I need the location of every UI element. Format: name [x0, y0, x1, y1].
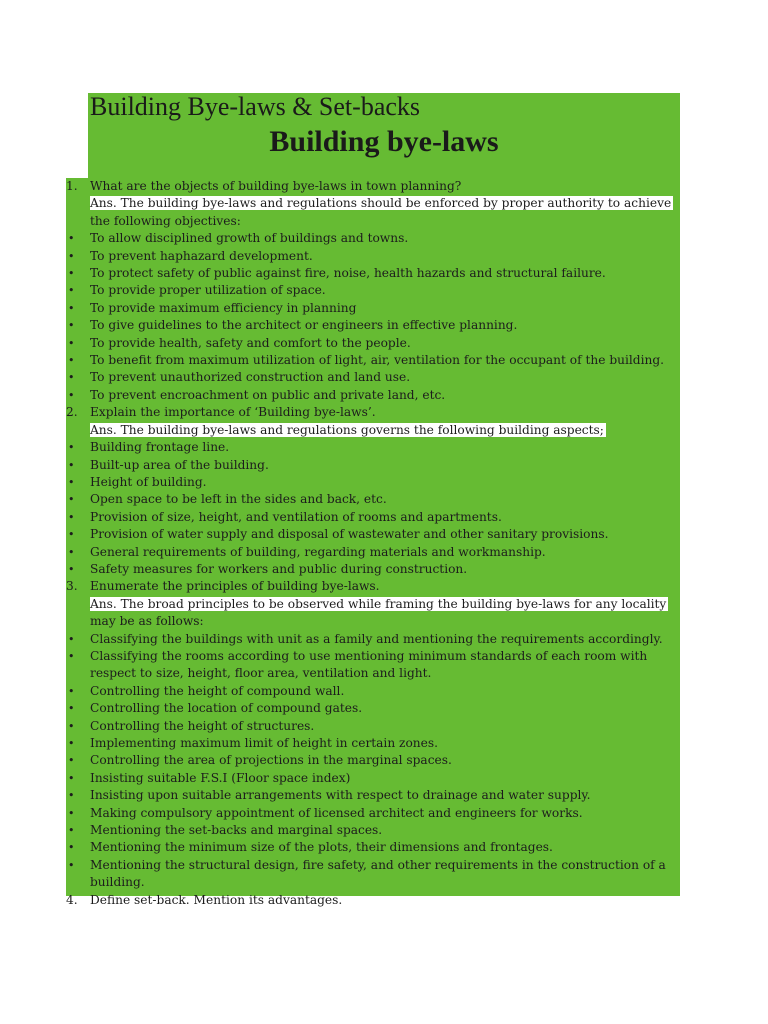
- bullet-icon: •: [68, 371, 75, 385]
- list-item: • Implementing maximum limit of height in certain zones.: [66, 735, 680, 752]
- list-item: • Making compulsory appointment of licensed architect and engineers for works.: [66, 805, 680, 822]
- bullet-icon: •: [68, 388, 75, 402]
- bullet-icon: •: [68, 684, 75, 698]
- list-item-continuation: building.: [90, 875, 145, 890]
- bullet-icon: •: [68, 562, 75, 576]
- list-item: • Controlling the height of structures.: [66, 718, 680, 735]
- list-item: • Insisting suitable F.S.I (Floor space index): [66, 770, 680, 787]
- bullet-icon: •: [68, 858, 75, 872]
- bullet-icon: •: [68, 493, 75, 507]
- page-title: Building Bye-laws & Set-backs: [90, 92, 421, 121]
- bullet-icon: •: [68, 249, 75, 263]
- bullet-icon: •: [68, 510, 75, 524]
- question-text: Enumerate the principles of building bye-laws.: [90, 579, 380, 594]
- bullet-icon: •: [68, 719, 75, 733]
- answer-text: the following objectives:: [90, 213, 241, 228]
- list-item: • To prevent haphazard development.: [66, 248, 680, 265]
- list-item: • Controlling the location of compound gates.: [66, 700, 680, 717]
- answer-1-line-1: [66, 195, 680, 212]
- list-item: • Built-up area of the building.: [66, 457, 680, 474]
- list-item: • To benefit from maximum utilization of light, air, ventilation for the occupant of the building.: [66, 352, 680, 369]
- bullet-icon: •: [68, 284, 75, 298]
- question-text: Explain the importance of ‘Building bye-laws’.: [90, 405, 376, 420]
- bullet-icon: •: [68, 824, 75, 838]
- list-item: • Controlling the height of compound wall.: [66, 683, 680, 700]
- question-number: 2.: [66, 405, 78, 420]
- list-item: • To prevent encroachment on public and private land, etc.: [66, 387, 680, 404]
- question-number: 3.: [66, 579, 78, 594]
- list-item: • Classifying the buildings with unit as a family and mentioning the requirements accordingly.: [66, 631, 680, 648]
- bullet-icon: •: [68, 632, 75, 646]
- question-number: 4.: [66, 892, 78, 907]
- list-item: • Insisting upon suitable arrangements with respect to drainage and water supply.: [66, 787, 680, 804]
- list-item: • To provide proper utilization of space.: [66, 282, 680, 299]
- question-number: 1.: [66, 179, 78, 193]
- bullet-icon: •: [68, 754, 75, 768]
- list-item: • Height of building.: [66, 474, 680, 491]
- bullet-icon: •: [68, 232, 75, 246]
- bullet-icon: •: [68, 737, 75, 750]
- document-content: [66, 178, 680, 909]
- bullet-icon: •: [68, 789, 75, 803]
- list-item: • Safety measures for workers and public during construction.: [66, 561, 680, 578]
- list-item: • To provide maximum efficiency in planning: [66, 300, 680, 317]
- bullet-icon: •: [68, 301, 75, 315]
- answer-text: Ans. The broad principles to be observed while framing the building bye-laws for any locality: [90, 596, 667, 611]
- bullet-icon: •: [68, 528, 75, 542]
- question-text: What are the objects of building bye-laws in town planning?: [90, 179, 462, 193]
- list-item: • Open space to be left in the sides and back, etc.: [66, 491, 680, 508]
- list-item: • To protect safety of public against fire, noise, health hazards and structural failure.: [66, 265, 680, 282]
- list-item: • To provide health, safety and comfort to the people.: [66, 335, 680, 352]
- bullet-icon: •: [68, 441, 75, 455]
- answer-text: Ans. The building bye-laws and regulations governs the following building aspects;: [90, 422, 604, 437]
- list-item: • Provision of water supply and disposal of wastewater and other sanitary provisions.: [66, 526, 680, 543]
- list-item: • Controlling the area of projections in the marginal spaces.: [66, 752, 680, 769]
- list-item: • To give guidelines to the architect or engineers in effective planning.: [66, 317, 680, 334]
- list-item: • Mentioning the minimum size of the plots, their dimensions and frontages.: [66, 839, 680, 856]
- bullet-icon: •: [68, 702, 75, 716]
- list-item: • Classifying the rooms according to use mentioning minimum standards of each room with: [66, 648, 680, 665]
- list-item: • To prevent unauthorized construction and land use.: [66, 369, 680, 386]
- list-item: • Building frontage line.: [66, 439, 680, 456]
- question-2: [66, 404, 680, 421]
- answer-text: Ans. The building bye-laws and regulations should be enforced by proper authority to achieve: [90, 196, 672, 211]
- bullet-icon: •: [68, 545, 75, 559]
- list-item: • Mentioning the set-backs and marginal spaces.: [66, 822, 680, 839]
- bullet-icon: •: [68, 649, 75, 663]
- bullet-icon: •: [68, 267, 75, 281]
- list-item: • To allow disciplined growth of buildings and towns.: [66, 230, 680, 247]
- bullet-icon: •: [68, 319, 75, 333]
- answer-1-line-2: [66, 213, 680, 230]
- answer-text: may be as follows:: [90, 614, 204, 629]
- question-1: [66, 178, 680, 195]
- bullet-icon: •: [68, 336, 75, 350]
- question-3: [66, 578, 680, 595]
- bullet-icon: •: [68, 458, 75, 472]
- section-heading: Building bye-laws: [269, 125, 499, 158]
- bullet-icon: •: [68, 841, 75, 855]
- bullet-icon: •: [68, 354, 75, 368]
- answer-2-line-1: [66, 422, 680, 439]
- question-text: Define set-back. Mention its advantages.: [90, 892, 343, 907]
- list-item: • Mentioning the structural design, fire safety, and other requirements in the construction of a: [66, 857, 680, 874]
- bullet-icon: •: [68, 806, 75, 820]
- bullet-icon: •: [68, 771, 75, 785]
- list-item-continuation: respect to size, height, floor area, ventilation and light.: [90, 666, 432, 681]
- list-item: • General requirements of building, regarding materials and workmanship.: [66, 544, 680, 561]
- question-4: [66, 892, 680, 909]
- list-item: • Provision of size, height, and ventilation of rooms and apartments.: [66, 509, 680, 526]
- answer-3-line-1: [66, 596, 680, 613]
- answer-3-line-2: [66, 613, 680, 630]
- bullet-icon: •: [68, 475, 75, 489]
